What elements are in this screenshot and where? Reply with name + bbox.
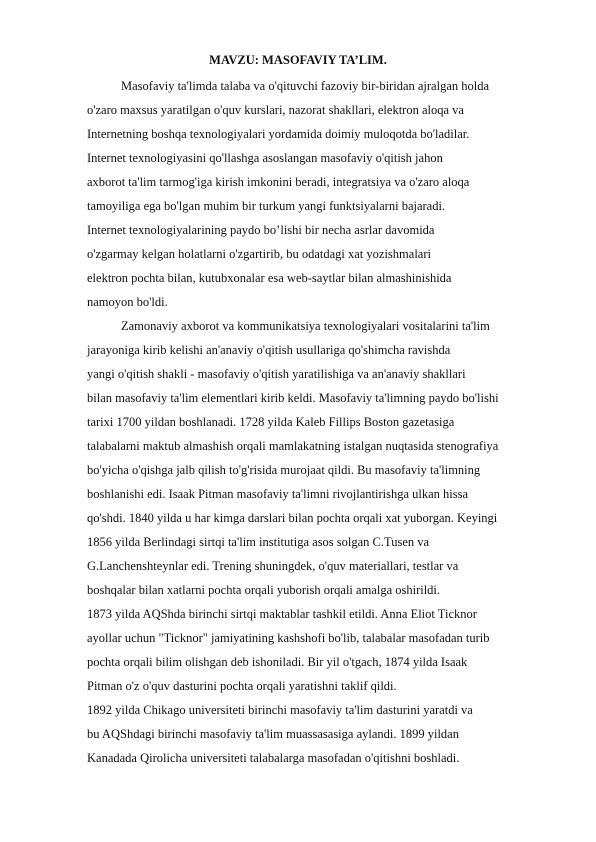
paragraph-2-line: tarixi 1700 yildan boshlanadi. 1728 yilda Kaleb Fillips Boston gazetasiga [87, 415, 455, 429]
paragraph-2-line: jarayoniga kirib kelishi an'anaviy o'qitish usullariga qo'shimcha ravishda [87, 343, 451, 357]
paragraph-2-line: G.Lanchenshteynlar edi. Trening shuningdek, o'quv materiallari, testlar va [87, 559, 459, 573]
paragraph-1-line: Internet texnologiyasini qo'llashga asoslangan masofaviy o'qitish jahon [87, 151, 443, 165]
paragraph-2-line: talabalarni maktub almashish orqali mamlakatning istalgan nuqtasida stenografiya [87, 439, 499, 453]
paragraph-2-line: yangi o'qitish shakli - masofaviy o'qitish yaratilishiga va an'anaviy shakllari [87, 367, 466, 381]
paragraph-2-line: Zamonaviy axborot va kommunikatsiya texnologiyalari vositalarini ta'lim [121, 319, 490, 333]
paragraph-4-line: bu AQShdagi birinchi masofaviy ta'lim muassasasiga aylandi. 1899 yildan [87, 727, 459, 741]
paragraph-2-line: bo'yicha o'qishga jalb qilish to'g'risida murojaat qildi. Bu masofaviy ta'limning [87, 463, 481, 477]
paragraph-2-line: qo'shdi. 1840 yilda u har kimga darslari bilan pochta orqali xat yuborgan. Keyingi [87, 511, 498, 525]
paragraph-2-line: 1856 yilda Berlindagi sirtqi ta'lim institutiga asos solgan C.Tusen va [87, 535, 430, 549]
paragraph-3-line: Pitman o'z o'quv dasturini pochta orqali yaratishni taklif qildi. [87, 679, 397, 693]
paragraph-1-line: Masofaviy ta'limda talaba va o'qituvchi fazoviy bir-biridan ajralgan holda [121, 79, 490, 93]
paragraph-2-line: boshlanishi edi. Isaak Pitman masofaviy ta'limni rivojlantirishga ulkan hissa [87, 487, 469, 501]
paragraph-2-line: boshqalar bilan xatlarni pochta orqali yuborish orqali amalga oshirildi. [87, 583, 441, 597]
paragraph-3-line: ayollar uchun "Ticknor" jamiyatining kashshofi bo'lib, talabalar masofadan turib [87, 631, 490, 645]
paragraph-1-line: Internet texnologiyalarining paydo bo’lishi bir necha asrlar davomida [87, 223, 435, 237]
paragraph-1-line: o'zaro maxsus yaratilgan o'quv kurslari, nazorat shakllari, elektron aloqa va [87, 103, 464, 117]
paragraph-4-line: 1892 yilda Chikago universiteti birinchi masofaviy ta'lim dasturini yaratdi va [87, 703, 473, 717]
paragraph-3-line: 1873 yilda AQShda birinchi sirtqi maktablar tashkil etildi. Anna Eliot Ticknor [87, 607, 477, 621]
paragraph-4-line: Kanadada Qirolicha universiteti talabalarga masofadan o'qitishni boshladi. [87, 751, 460, 765]
paragraph-1-line: o'zgarmay kelgan holatlarni o'zgartirib, bu odatdagi xat yozishmalari [87, 247, 431, 261]
paragraph-1-line: elektron pochta bilan, kutubxonalar esa web-saytlar bilan almashinishida [87, 271, 452, 285]
paragraph-3-line: pochta orqali bilim olishgan deb ishoniladi. Bir yil o'tgach, 1874 yilda Isaak [87, 655, 468, 669]
paragraph-1-line: axborot ta'lim tarmog'iga kirish imkonini beradi, integratsiya va o'zaro aloqa [87, 175, 470, 189]
paragraph-1-line: tamoyiliga ega bo'lgan muhim bir turkum yangi funktsiyalarni bajaradi. [87, 199, 446, 213]
page-title: MAVZU: MASOFAVIY TA’LIM. [209, 53, 387, 67]
paragraph-1-line: namoyon bo'ldi. [87, 295, 168, 309]
paragraph-2-line: bilan masofaviy ta'lim elementlari kirib keldi. Masofaviy ta'limning paydo bo'lishi [87, 391, 499, 405]
paragraph-1-line: Internetning boshqa texnologiyalari yordamida doimiy muloqotda bo'ladilar. [87, 127, 470, 141]
